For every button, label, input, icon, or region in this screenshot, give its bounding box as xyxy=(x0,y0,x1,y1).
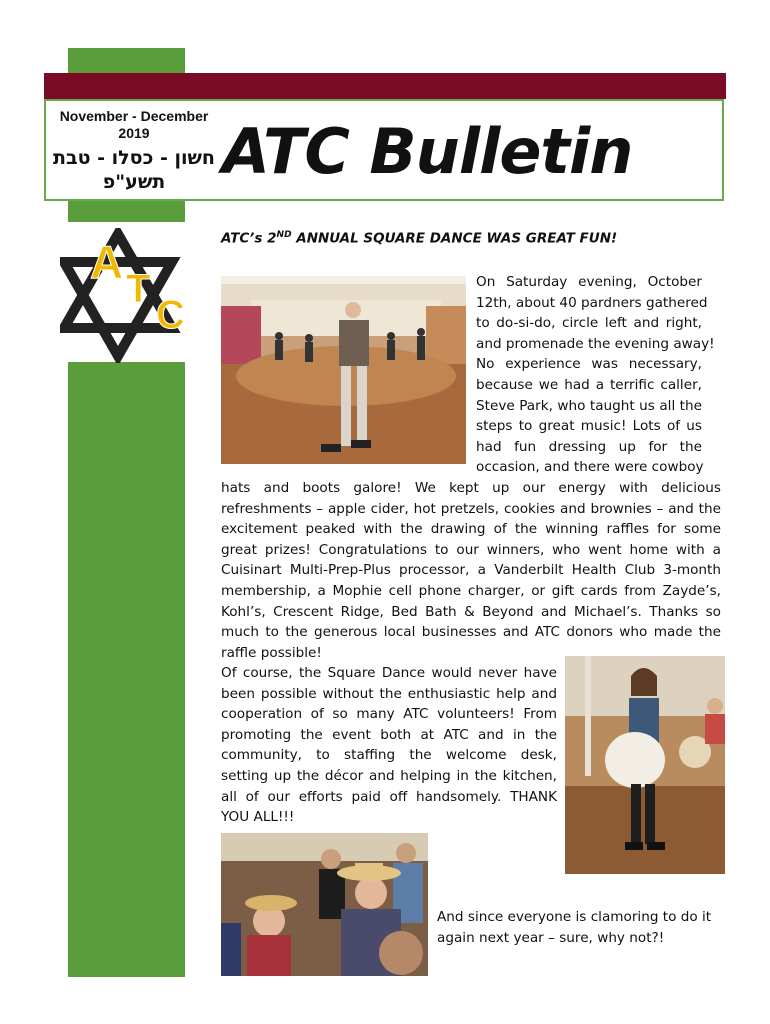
article-volunteers-text: Of course, the Square Dance would never have been possible without the enthusiastic help and cooperation of so many ATC volunteers! From promoting the event both at ATC and in the community, to staffing the welcome desk, setting up the décor and helping in the kitchen, all of our efforts paid off handsomely. THANK YOU ALL!!! xyxy=(221,665,557,826)
logo-letter-c: C xyxy=(156,293,185,337)
date-months: November - December xyxy=(59,108,209,124)
dancer-photo xyxy=(565,656,725,874)
page-title: ATC Bulletin xyxy=(222,115,633,188)
logo-letter-t: T xyxy=(126,267,151,311)
hebrew-year: תשע"פ xyxy=(102,171,166,193)
hebrew-months: חשון - כסלו - טבת xyxy=(53,147,215,169)
article-full-text: hats and boots galore! We kept up our energy with delicious refreshments – apple cider, hot pretzels, cookies and brownies – and the excitement peaked with the drawing of the winning raffles for some great prizes! Congratulations to our winners, who went home with a Cuisinart Multi-Prep-Plus processor, a Vanderbilt Health Club 3-month membership, a Mophie cell phone charger, or gift cards from Zayde’s, Kohl’s, Crescent Ridge, Bed Bath & Beyond and Michael’s. Thanks so much to the generous local businesses and ATC donors who made the raffle possible! xyxy=(221,480,721,661)
article-headline: ATC’s 2ND ANNUAL SQUARE DANCE WAS GREAT FUN! xyxy=(221,230,618,247)
green-bar-mid xyxy=(68,198,185,222)
logo-letter-a: A xyxy=(90,236,124,288)
hebrew-dates xyxy=(48,146,220,194)
cowboy-hats-photo xyxy=(221,833,428,976)
atc-logo xyxy=(60,228,200,363)
date-range xyxy=(48,108,220,142)
green-sidebar xyxy=(68,362,185,977)
square-dance-photo xyxy=(221,276,466,464)
article-closing-text: And since everyone is clamoring to do it again next year – sure, why not?! xyxy=(437,909,712,946)
article-column-text: On Saturday evening, October 12th, about 40 pardners gathered to do-si-do, circle left and right, and promenade the evening away! No experience was necessary, because we had a terrific caller, Steve Park, who taught us all the steps to great music! Lots of us had fun dressing up for the occasion, and there were cowboy xyxy=(476,274,715,476)
header-band xyxy=(44,73,726,99)
date-year: 2019 xyxy=(118,125,150,141)
